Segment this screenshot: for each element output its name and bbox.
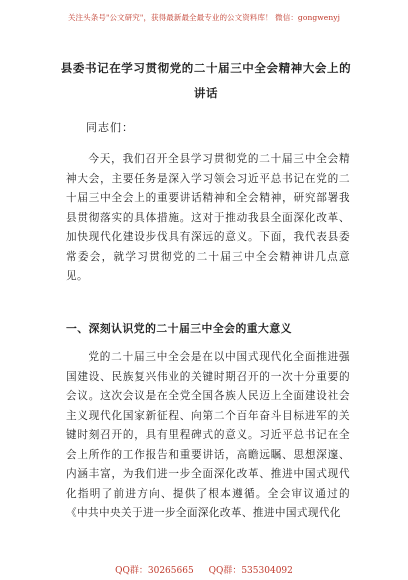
footer-qq-group-2: QQ群：535304092: [208, 566, 293, 576]
document-title: 县委书记在学习贯彻党的二十届三中全会精神大会上的讲话: [60, 61, 352, 100]
footer-qq-group-1: QQ群：30265665: [115, 566, 194, 576]
paragraph-section-1: [66, 348, 350, 524]
paragraph-intro-text: 今天，我们召开全县学习贯彻党的二十届三中全会精神大会，主要任务是深入学习领会习近平总书记在党的二十届三中全会上的重要讲话精神和全会精神，研究部署我县贯彻落实的具体措施。这对于推动我县全面深化改革、加快现代化建设步伐具有深远的意义。下面，我代表县委常委会，就学习贯彻党的二十届三中全会精神讲几点意见。: [66, 153, 350, 282]
paragraph-section-1-text: 党的二十届三中全会是在以中国式现代化全面推进强国建设、民族复兴伟业的关键时期召开的一次十分重要的会议。这次会议是在全党全国各族人民迈上全面建设社会主义现代化国家新征程、向第二个百年奋斗目标进军的关键时刻召开的，具有里程碑式的意义。习近平总书记在全会上所作的工作报告和重要讲话，高瞻远瞩、思想深邃、内涵丰富，为我们进一步全面深化改革、推进中国式现代化指明了前进方向、提供了根本遵循。全会审议通过的《中共中央关于进一步全面深化改革、推进中国式现代化: [66, 351, 350, 519]
section-heading-1: 一、深刻认识党的二十届三中全会的重大意义: [66, 322, 292, 335]
footer-contact: [0, 563, 408, 576]
paragraph-intro: [66, 150, 350, 287]
header-note: 关注头条号"公文研究"，获得最新最全最专业的公文资料库！ 微信：gongwenyj: [67, 13, 341, 22]
salutation: 同志们：: [86, 121, 134, 134]
